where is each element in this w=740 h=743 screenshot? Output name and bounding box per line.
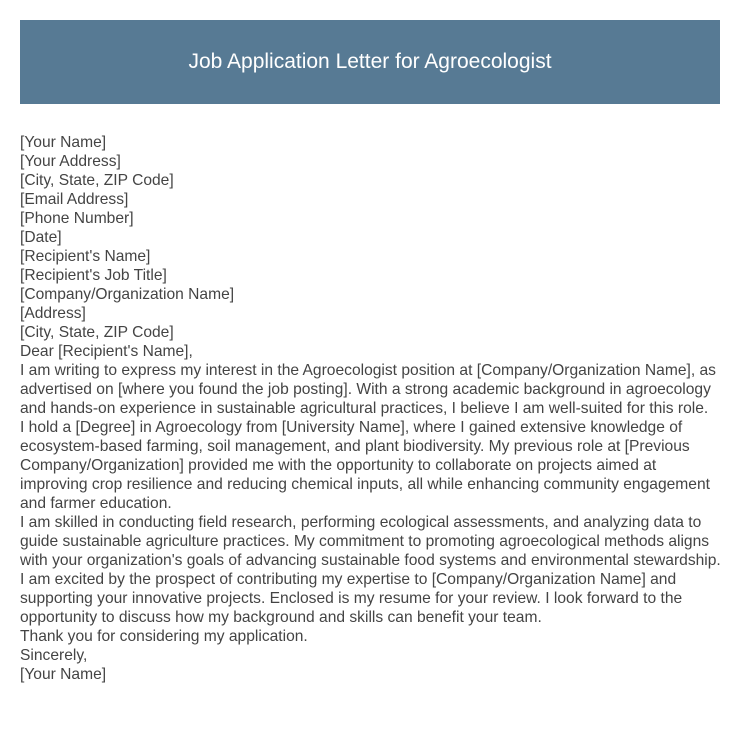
sender-phone: [Phone Number] (20, 210, 134, 227)
paragraph-thanks: Thank you for considering my application. (20, 628, 308, 645)
paragraph-closing: I am excited by the prospect of contributing my expertise to [Company/Organization Name] and supporting your innovative projects. Enclosed is my resume for your review. I look forward to the opportunity to discuss how my background and skills can benefit your team. (20, 571, 683, 626)
sender-address: [Your Address] (20, 153, 121, 170)
paragraph-education: I hold a [Degree] in Agroecology from [University Name], where I gained extensive knowledge of ecosystem-based farming, soil management, and plant biodiversity. My previous role at [Previous Company/Organization] provided me with the opportunity to collaborate on projects aimed at improving crop resilience and reducing chemical inputs, all while enhancing community engagement and farmer education. (20, 419, 710, 512)
recipient-block (20, 247, 725, 342)
page-title: Job Application Letter for Agroecologist (188, 50, 552, 73)
recipient-name: [Recipient's Name] (20, 248, 151, 265)
sender-email: [Email Address] (20, 191, 129, 208)
recipient-organization: [Company/Organization Name] (20, 286, 235, 303)
letter-body (20, 133, 725, 684)
signature: [Your Name] (20, 666, 107, 683)
letter-date: [Date] (20, 229, 62, 246)
closing: Sincerely, (20, 647, 88, 664)
recipient-address: [Address] (20, 305, 86, 322)
recipient-job-title: [Recipient's Job Title] (20, 267, 167, 284)
sender-block (20, 133, 725, 247)
recipient-city-state-zip: [City, State, ZIP Code] (20, 324, 174, 341)
paragraph-intro: I am writing to express my interest in the Agroecologist position at [Company/Organization Name], as advertised on [where you found the job posting]. With a strong academic background in agroecology and hands-on experience in sustainable agricultural practices, I believe I am well-suited for this role. (20, 362, 716, 417)
sender-name: [Your Name] (20, 134, 107, 151)
letter-title-banner (20, 20, 720, 104)
sender-city-state-zip: [City, State, ZIP Code] (20, 172, 174, 189)
paragraph-skills: I am skilled in conducting field research, performing ecological assessments, and analyzing data to guide sustainable agriculture practices. My commitment to promoting agroecological methods aligns with your organization's goals of advancing sustainable food systems and environmental stewardship. (20, 514, 721, 569)
salutation: Dear [Recipient's Name], (20, 343, 193, 360)
